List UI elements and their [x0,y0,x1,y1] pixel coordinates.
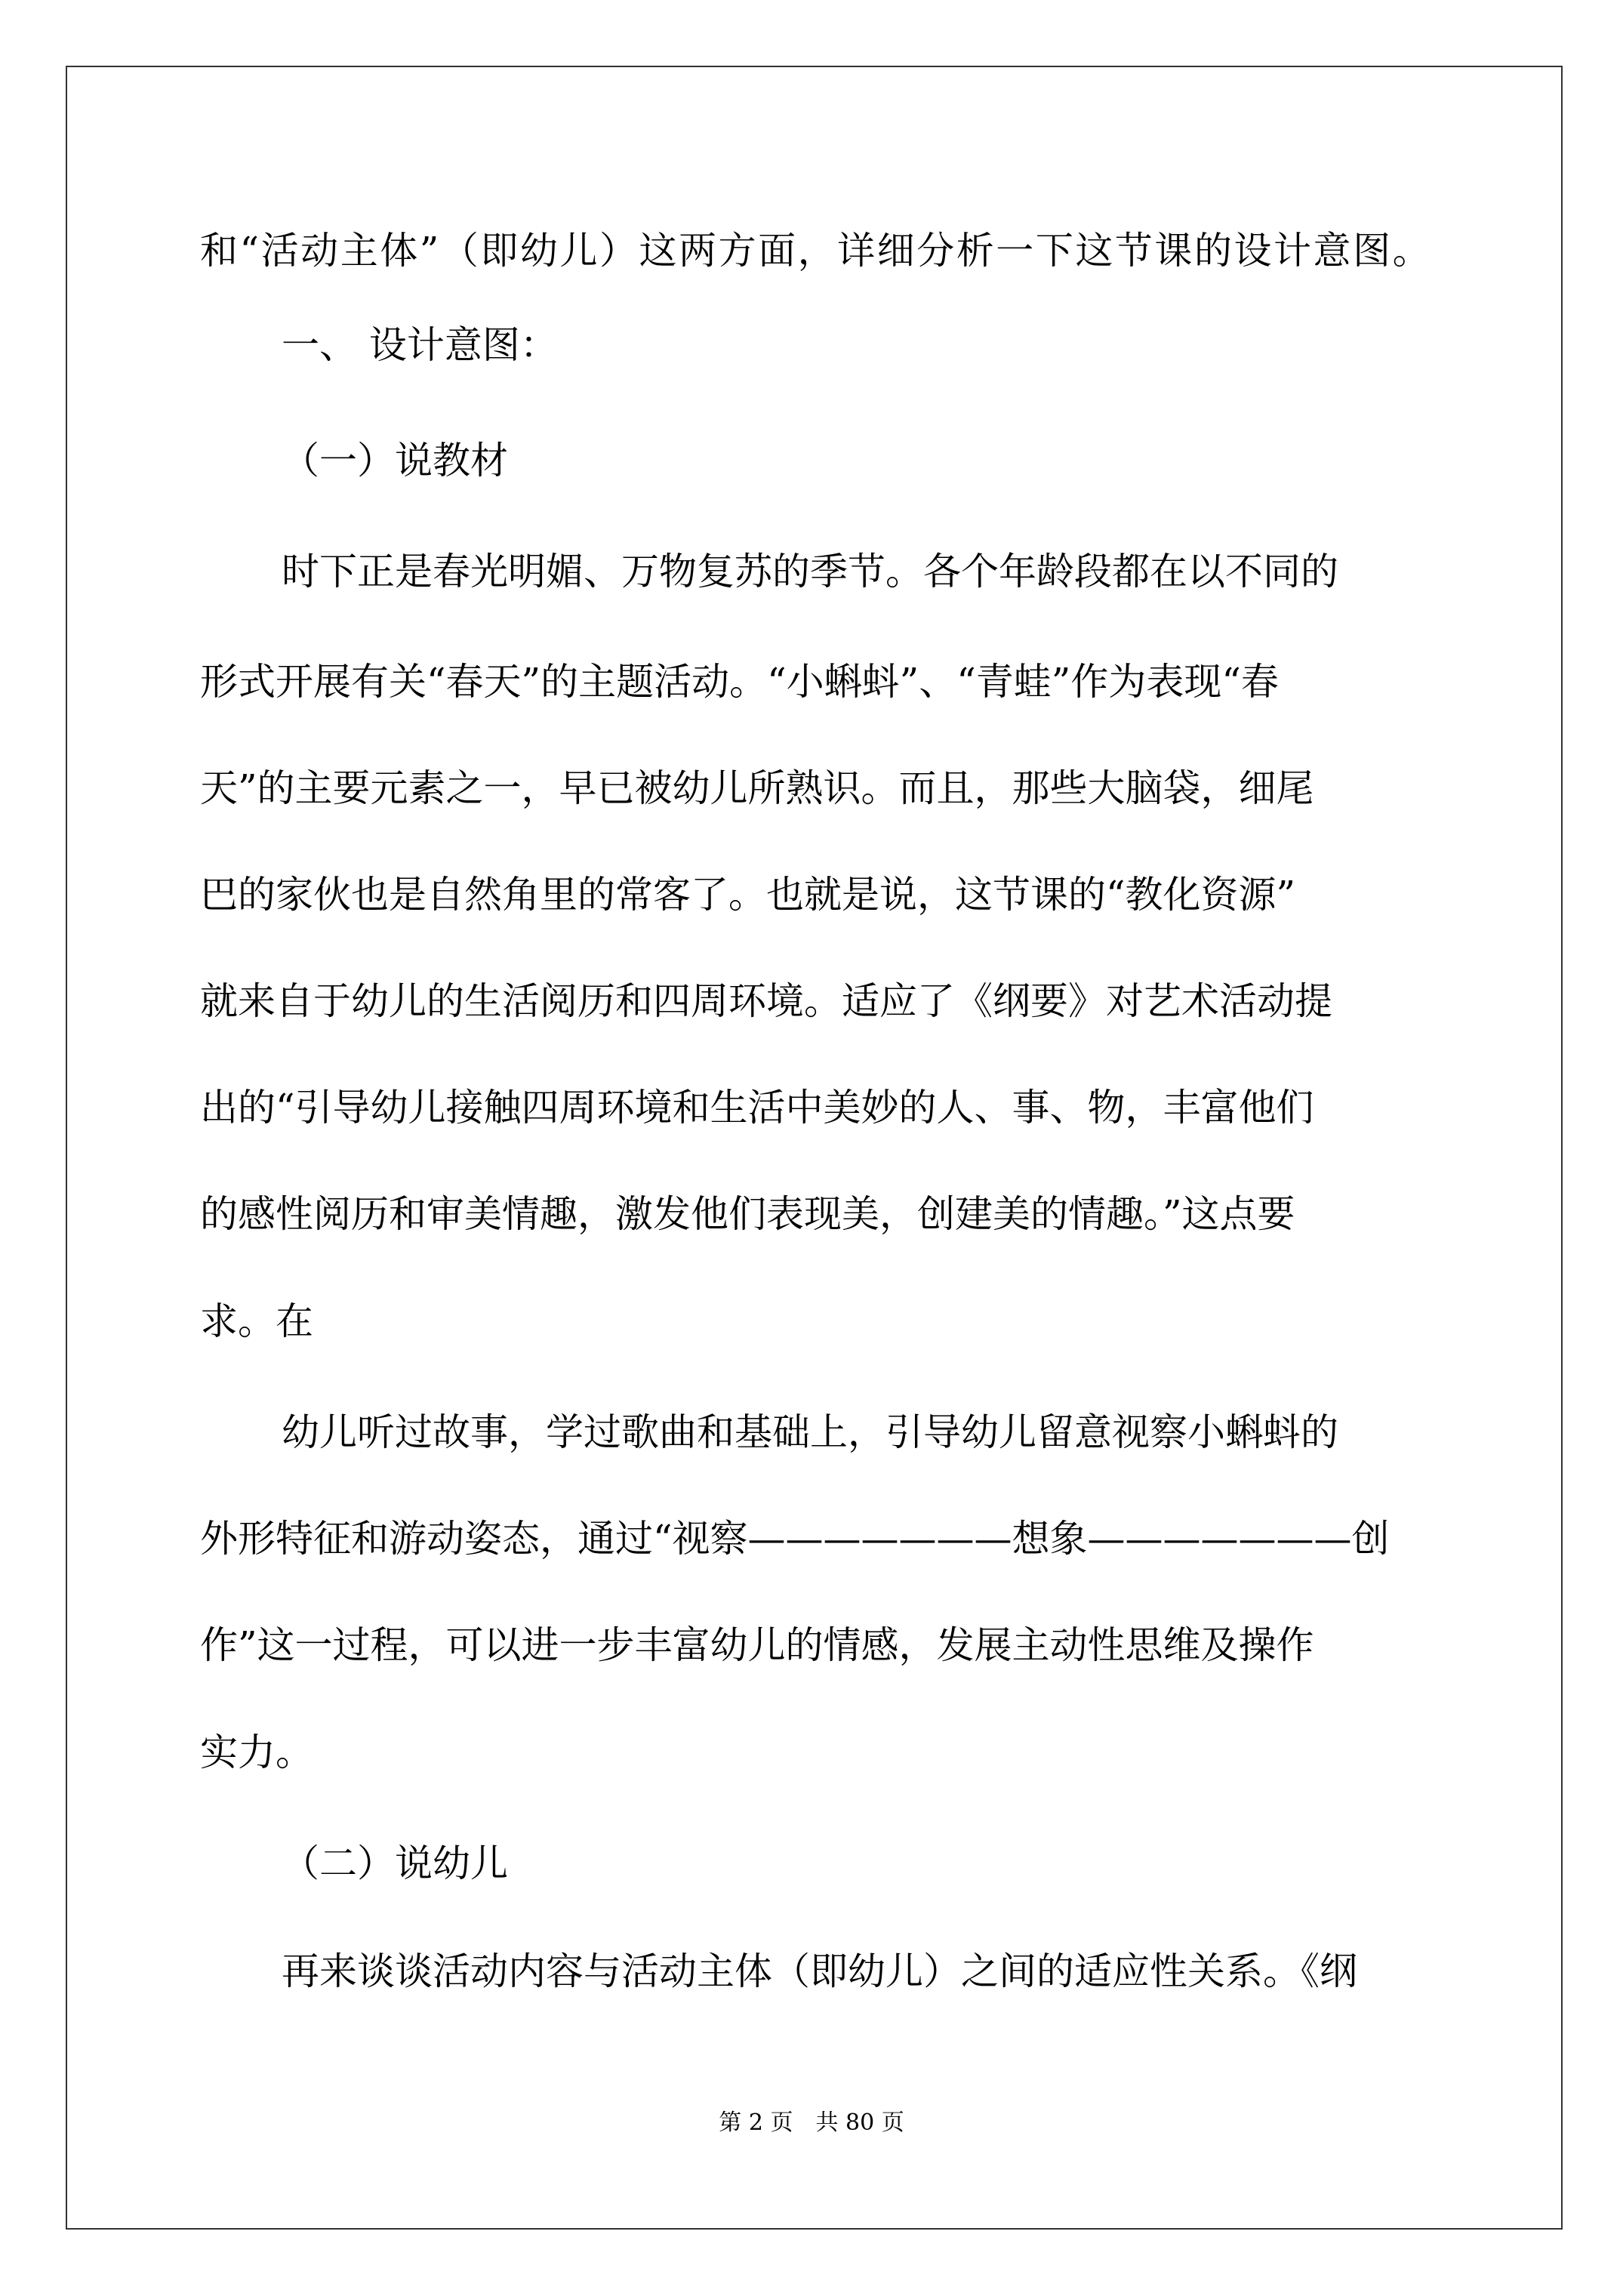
paragraph-line: 再来谈谈活动内容与活动主体（即幼儿）之间的适应性关系。《纲 [282,1949,1357,1993]
paragraph-line: 外形特征和游动姿态，通过“视察———————想象———————创 [200,1517,1390,1561]
paragraph-line: 和 “ 活 动 主 体 ” （ 即 幼 儿 ） 这 两 方 面 ， 详 细 分 析 一 下 这 节 课 的 设 计 意 图 。 [200,229,1431,273]
page-border [66,66,1563,2230]
paragraph-line: 就来自于幼儿的生活阅历和四周环境。适应了《纲要》对艺术活动提 [200,979,1332,1023]
subsection-heading: （一）说教材 [282,439,508,482]
paragraph-line: 形式开展有关“春天”的主题活动。“小蝌蚪”、“青蛙”作为表现“春 [200,660,1279,704]
paragraph-line: 天”的主要元素之一，早已被幼儿所熟识。而且，那些大脑袋，细尾 [200,766,1314,810]
section-heading: 一、 设计意图： [282,323,558,367]
paragraph-line: 的感性阅历和审美情趣，激发他们表现美，创建美的情趣。”这点要 [200,1192,1295,1236]
page-number-footer: 第 2 页 共 80 页 [719,2110,904,2136]
paragraph-line: 幼儿听过故事，学过歌曲和基础上，引导幼儿留意视察小蝌蚪的 [282,1410,1338,1454]
paragraph-line: 巴的家伙也是自然角里的常客了。也就是说，这节课的“教化资源” [200,873,1296,917]
paragraph-line: 求。在 [200,1299,313,1343]
paragraph-line: 实力。 [200,1730,313,1774]
paragraph-line: 作”这一过程，可以进一步丰富幼儿的情感，发展主动性思维及操作 [200,1623,1314,1667]
paragraph-line: 出的“引导幼儿接触四周环境和生活中美妙的人、事、物，丰富他们 [200,1086,1314,1130]
paragraph-line: 时下正是春光明媚、万物复苏的季节。各个年龄段都在以不同的 [282,550,1338,593]
subsection-heading: （二）说幼儿 [282,1841,508,1885]
